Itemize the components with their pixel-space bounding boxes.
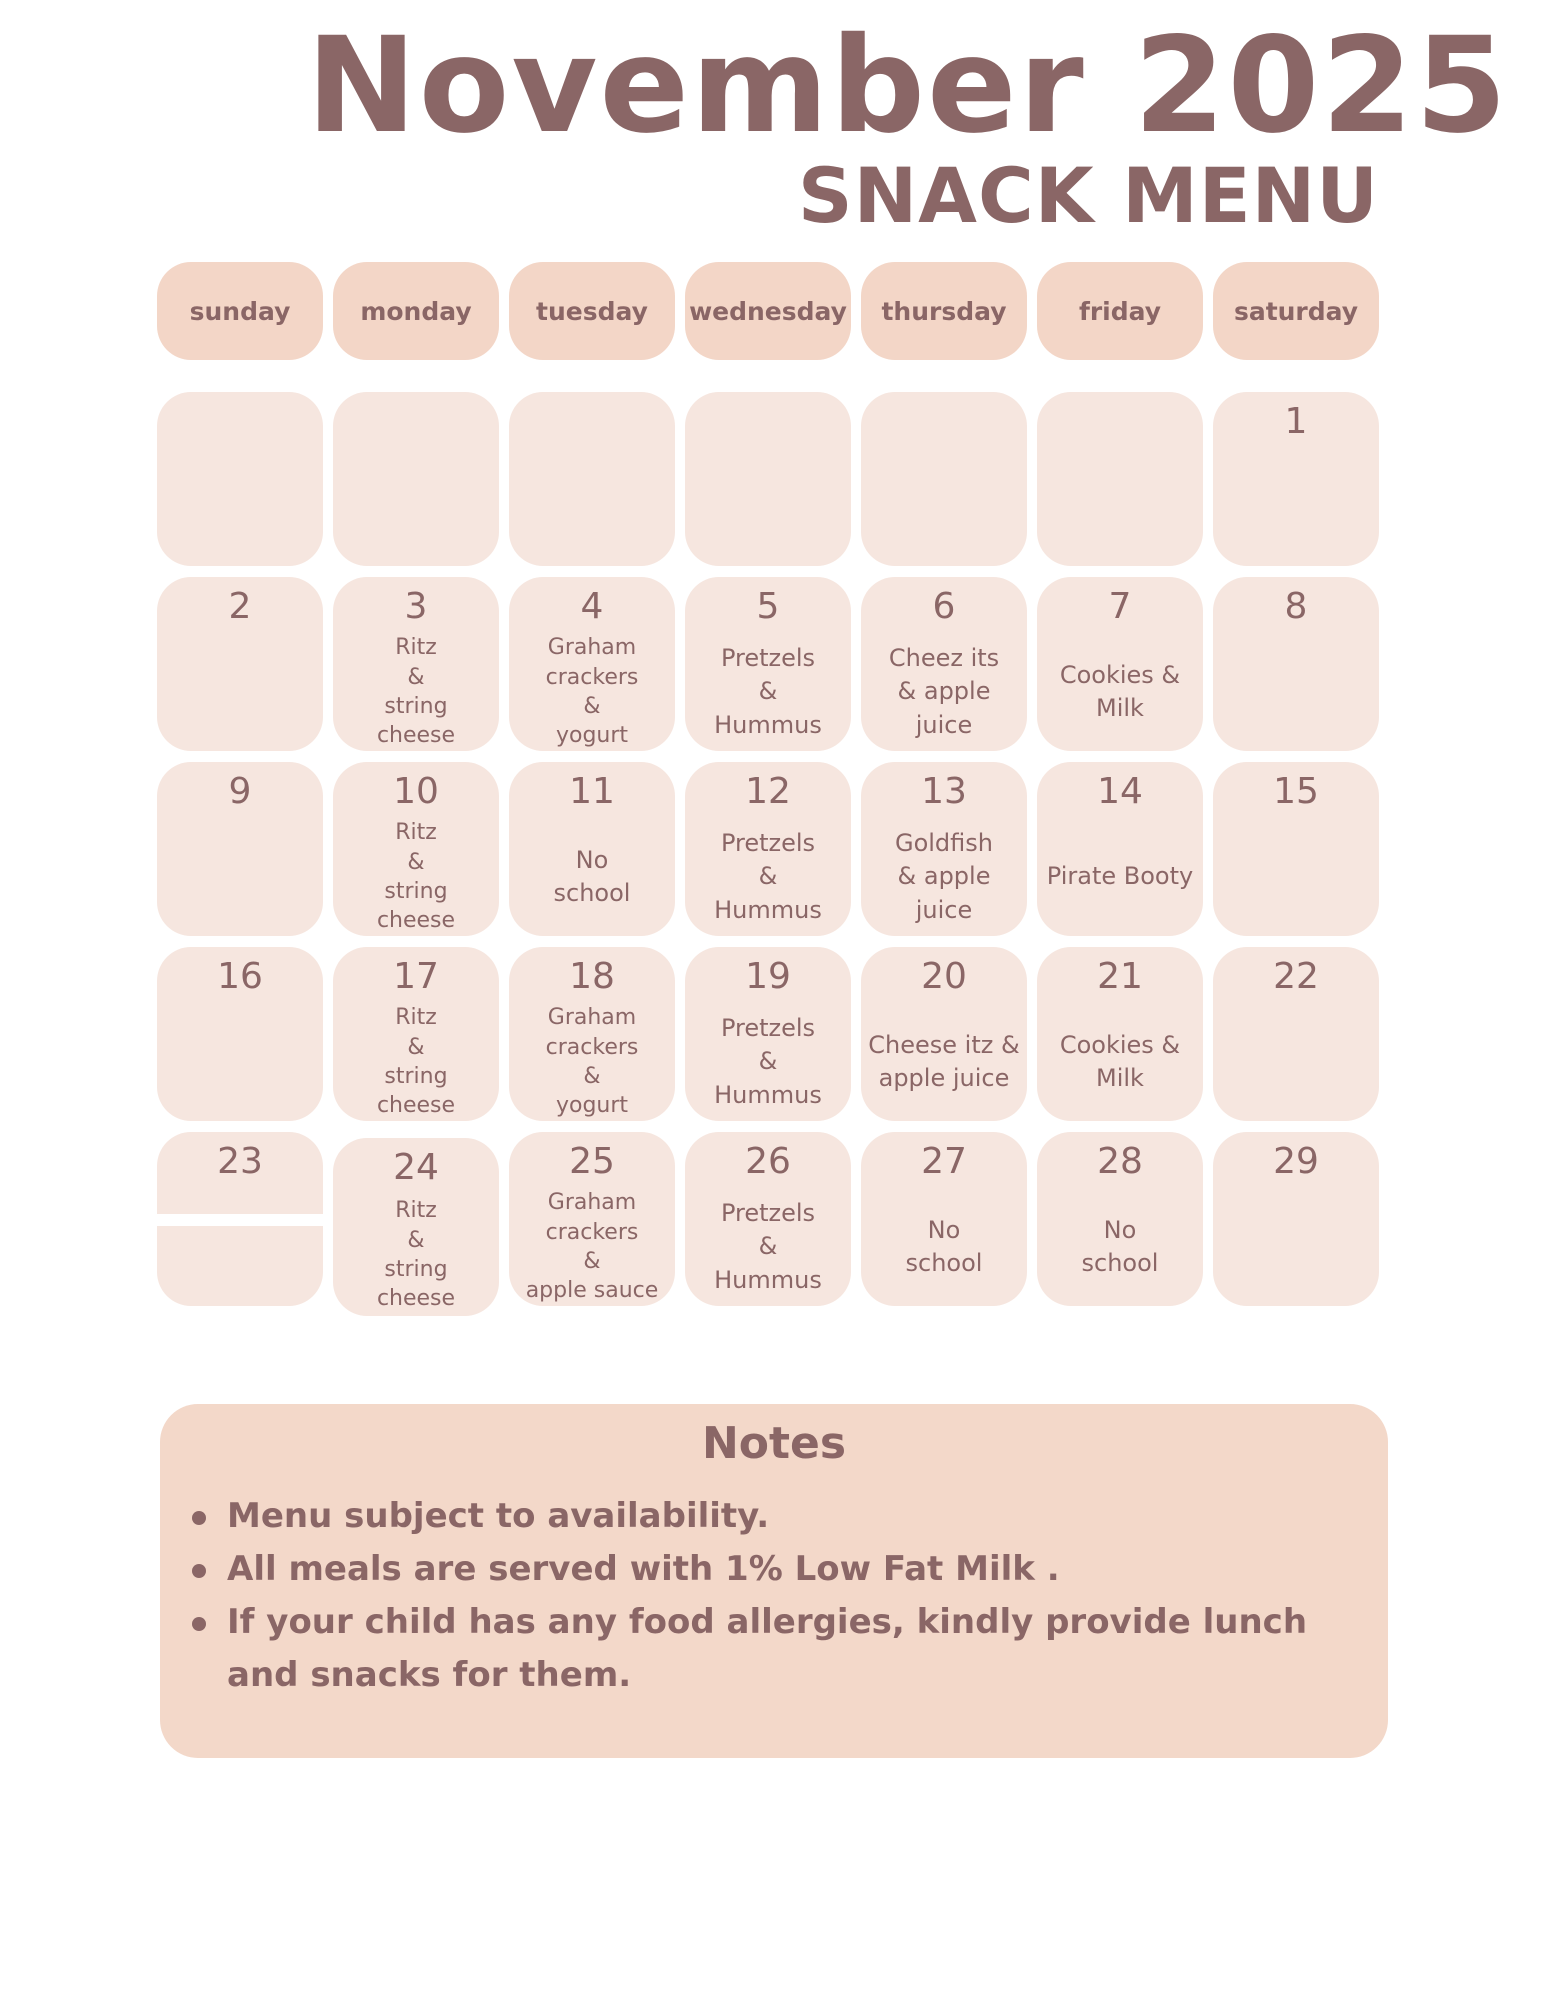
calendar-day-cell: [861, 392, 1027, 566]
bullet-icon: [192, 1511, 206, 1525]
day-number: 21: [1097, 956, 1143, 997]
snack-text: Cheez its & apple juice: [888, 644, 1000, 739]
day-number: 5: [756, 586, 780, 627]
calendar-day-cell: [333, 947, 499, 1121]
snack-text: No school: [553, 845, 631, 907]
calendar-day-cell: [157, 762, 323, 936]
snack-text: Pirate Booty: [1046, 862, 1194, 891]
calendar-day-cell: [861, 1132, 1027, 1306]
calendar-day-cell: [1213, 762, 1379, 936]
day-number: 29: [1273, 1141, 1319, 1182]
calendar-day-cell: [861, 947, 1027, 1121]
weekday-sunday: sunday: [157, 262, 323, 360]
day-number: 12: [745, 771, 791, 812]
calendar-day-cell: [1213, 1132, 1379, 1306]
calendar-day-cell: [1037, 1132, 1203, 1306]
note-text: If your child has any food allergies, kindly provide lunch and snacks for them.: [227, 1602, 1308, 1695]
snack-text: Cheese itz & apple juice: [868, 1030, 1020, 1092]
calendar-grid: [157, 392, 1387, 1312]
snack-text: Pretzels & Hummus: [714, 829, 822, 924]
calendar-day-cell: [1213, 392, 1379, 566]
day-number: 17: [393, 956, 439, 997]
page-subtitle: SNACK MENU: [797, 151, 1379, 240]
day-number: 11: [569, 771, 615, 812]
snack-text: Graham crackers & yogurt: [545, 635, 639, 749]
calendar-day-cell: [1037, 762, 1203, 936]
weekday-saturday: saturday: [1213, 262, 1379, 360]
snack-text: [163, 1194, 317, 1300]
day-number: 15: [1273, 771, 1319, 812]
note-text: All meals are served with 1% Low Fat Milk .: [227, 1549, 1060, 1589]
snack-text: Cookies & Milk: [1059, 1030, 1181, 1092]
snack-text: [163, 824, 317, 930]
calendar-day-cell: [333, 1138, 499, 1316]
snack-text: Ritz & string cheese: [376, 1005, 456, 1119]
notes-panel: [160, 1404, 1388, 1758]
calendar-day-cell: [157, 947, 323, 1121]
snack-text: Pretzels & Hummus: [714, 1199, 822, 1294]
calendar-day-cell: [509, 1132, 675, 1306]
snack-text: Graham crackers & apple sauce: [525, 1190, 659, 1304]
calendar-day-cell: [1213, 947, 1379, 1121]
snack-text: Cookies & Milk: [1059, 660, 1181, 722]
snack-text: [1219, 824, 1373, 930]
day-number: 8: [1284, 586, 1308, 627]
day-number: 22: [1273, 956, 1319, 997]
day-number: 16: [217, 956, 263, 997]
calendar-day-cell: [333, 392, 499, 566]
day-number: 10: [393, 771, 439, 812]
calendar-day-cell: [333, 762, 499, 936]
calendar-day-cell: [157, 577, 323, 751]
weekday-wednesday: wednesday: [685, 262, 851, 360]
day-number: 23: [217, 1141, 263, 1182]
calendar-day-cell: [861, 762, 1027, 936]
day-number: 24: [393, 1147, 439, 1188]
calendar-day-cell: [157, 392, 323, 566]
calendar-day-cell: [509, 762, 675, 936]
calendar-day-cell: [333, 577, 499, 751]
snack-text: [691, 454, 845, 560]
day-number: 20: [921, 956, 967, 997]
snack-text: Pretzels & Hummus: [714, 644, 822, 739]
calendar-day-cell: [1037, 392, 1203, 566]
weekday-friday: friday: [1037, 262, 1203, 360]
day-number: 13: [921, 771, 967, 812]
snack-text: Goldfish & apple juice: [894, 829, 993, 924]
calendar-day-cell: [509, 392, 675, 566]
day-number: 26: [745, 1141, 791, 1182]
calendar-day-cell: [861, 577, 1027, 751]
snack-text: [163, 454, 317, 560]
snack-text: No school: [1081, 1215, 1159, 1277]
page-title: November 2025: [306, 9, 1509, 163]
notes-title: Notes: [701, 1418, 847, 1469]
calendar-day-cell: [1037, 947, 1203, 1121]
calendar-day-cell: [1037, 577, 1203, 751]
day-number: 6: [932, 586, 956, 627]
snack-text: [163, 1009, 317, 1115]
day-number: 14: [1097, 771, 1143, 812]
note-item: [184, 1490, 1376, 1543]
day-number: 4: [580, 586, 604, 627]
calendar-day-cell: [685, 392, 851, 566]
snack-text: [1219, 1009, 1373, 1115]
day-number: 7: [1108, 586, 1132, 627]
calendar-day-cell: [685, 947, 851, 1121]
snack-text: Ritz & string cheese: [376, 1198, 456, 1312]
day-number: 19: [745, 956, 791, 997]
snack-text: Pretzels & Hummus: [714, 1014, 822, 1109]
notes-list: [184, 1490, 1376, 1702]
calendar-day-cell: [1213, 577, 1379, 751]
snack-text: [163, 639, 317, 745]
weekday-thursday: thursday: [861, 262, 1027, 360]
weekday-tuesday: tuesday: [509, 262, 675, 360]
day-number: 18: [569, 956, 615, 997]
note-text: Menu subject to availability.: [227, 1496, 770, 1536]
snack-text: Ritz & string cheese: [376, 820, 456, 934]
note-item: [184, 1543, 1376, 1596]
day-number: 9: [228, 771, 252, 812]
day-number: 3: [404, 586, 428, 627]
calendar-day-cell: [685, 577, 851, 751]
bullet-icon: [192, 1564, 206, 1578]
snack-text: Ritz & string cheese: [376, 635, 456, 749]
calendar-day-cell: [509, 577, 675, 751]
day-number: 27: [921, 1141, 967, 1182]
snack-text: [515, 454, 669, 560]
snack-text: [1219, 454, 1373, 560]
note-item: [184, 1596, 1376, 1702]
weekday-monday: monday: [333, 262, 499, 360]
day-number: 1: [1284, 401, 1308, 442]
day-number: 28: [1097, 1141, 1143, 1182]
snack-text: Graham crackers & yogurt: [545, 1005, 639, 1119]
calendar-day-cell: [685, 1132, 851, 1306]
bullet-icon: [192, 1617, 206, 1631]
day-number: 25: [569, 1141, 615, 1182]
calendar-day-cell: [685, 762, 851, 936]
weekday-header-row: [157, 262, 1387, 362]
snack-text: [1219, 1194, 1373, 1300]
calendar-day-cell: [157, 1132, 323, 1306]
calendar-day-cell: [509, 947, 675, 1121]
snack-text: [1043, 454, 1197, 560]
snack-text: [1219, 639, 1373, 745]
snack-text: [339, 454, 493, 560]
snack-text: No school: [905, 1215, 983, 1277]
snack-text: [867, 454, 1021, 560]
day-number: 2: [228, 586, 252, 627]
